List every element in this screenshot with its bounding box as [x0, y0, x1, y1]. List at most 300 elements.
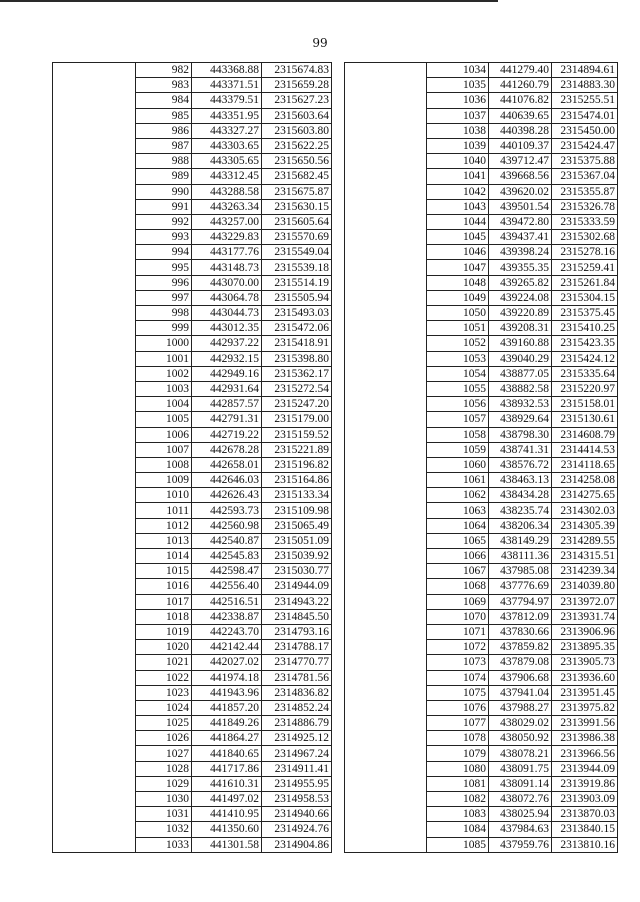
x-coordinate-cell: 441864.27 — [192, 731, 262, 746]
y-coordinate-cell: 2315164.86 — [262, 473, 332, 488]
y-coordinate-cell: 2315030.77 — [262, 564, 332, 579]
top-rule — [0, 0, 498, 2]
y-coordinate-cell: 2314275.65 — [552, 488, 618, 503]
y-coordinate-cell: 2314781.56 — [262, 670, 332, 685]
point-number-cell: 1021 — [136, 655, 192, 670]
x-coordinate-cell: 439668.56 — [489, 169, 552, 184]
y-coordinate-cell: 2315367.04 — [552, 169, 618, 184]
y-coordinate-cell: 2315130.61 — [552, 412, 618, 427]
x-coordinate-cell: 442646.03 — [192, 473, 262, 488]
y-coordinate-cell: 2315051.09 — [262, 533, 332, 548]
point-number-cell: 1075 — [427, 685, 489, 700]
x-coordinate-cell: 443351.95 — [192, 108, 262, 123]
y-coordinate-cell: 2315259.41 — [552, 260, 618, 275]
x-coordinate-cell: 441301.58 — [192, 837, 262, 852]
y-coordinate-cell: 2313870.03 — [552, 807, 618, 822]
x-coordinate-cell: 442560.98 — [192, 518, 262, 533]
point-number-cell: 1055 — [427, 381, 489, 396]
point-number-cell: 1046 — [427, 245, 489, 260]
y-coordinate-cell: 2314904.86 — [262, 837, 332, 852]
y-coordinate-cell: 2315221.89 — [262, 442, 332, 457]
y-coordinate-cell: 2315375.45 — [552, 306, 618, 321]
x-coordinate-cell: 442540.87 — [192, 533, 262, 548]
x-coordinate-cell: 442949.16 — [192, 366, 262, 381]
point-number-cell: 1081 — [427, 776, 489, 791]
y-coordinate-cell: 2313951.45 — [552, 685, 618, 700]
point-number-cell: 1032 — [136, 822, 192, 837]
x-coordinate-cell: 438463.13 — [489, 473, 552, 488]
x-coordinate-cell: 441943.96 — [192, 685, 262, 700]
x-coordinate-cell: 441840.65 — [192, 746, 262, 761]
y-coordinate-cell: 2315255.51 — [552, 93, 618, 108]
point-number-cell: 1018 — [136, 609, 192, 624]
y-coordinate-cell: 2315362.17 — [262, 366, 332, 381]
point-number-cell: 1007 — [136, 442, 192, 457]
point-number-cell: 1073 — [427, 655, 489, 670]
point-number-cell: 1070 — [427, 609, 489, 624]
x-coordinate-cell: 443379.51 — [192, 93, 262, 108]
x-coordinate-cell: 442593.73 — [192, 503, 262, 518]
y-coordinate-cell: 2314955.95 — [262, 776, 332, 791]
point-number-cell: 996 — [136, 275, 192, 290]
y-coordinate-cell: 2315549.04 — [262, 245, 332, 260]
point-number-cell: 1082 — [427, 792, 489, 807]
x-coordinate-cell: 437879.08 — [489, 655, 552, 670]
y-coordinate-cell: 2314836.82 — [262, 685, 332, 700]
point-number-cell: 1052 — [427, 336, 489, 351]
x-coordinate-cell: 438025.94 — [489, 807, 552, 822]
y-coordinate-cell: 2313975.82 — [552, 700, 618, 715]
point-number-cell: 1057 — [427, 412, 489, 427]
point-number-cell: 1022 — [136, 670, 192, 685]
y-coordinate-cell: 2314793.16 — [262, 624, 332, 639]
x-coordinate-cell: 438050.92 — [489, 731, 552, 746]
y-coordinate-cell: 2314039.80 — [552, 579, 618, 594]
x-coordinate-cell: 438741.31 — [489, 442, 552, 457]
point-number-cell: 1061 — [427, 473, 489, 488]
x-coordinate-cell: 443303.65 — [192, 138, 262, 153]
y-coordinate-cell: 2314239.34 — [552, 564, 618, 579]
x-coordinate-cell: 442931.64 — [192, 381, 262, 396]
x-coordinate-cell: 441857.20 — [192, 700, 262, 715]
point-number-cell: 1017 — [136, 594, 192, 609]
x-coordinate-cell: 443305.65 — [192, 154, 262, 169]
y-coordinate-cell: 2314894.61 — [552, 63, 618, 78]
point-number-cell: 1023 — [136, 685, 192, 700]
point-number-cell: 1060 — [427, 457, 489, 472]
y-coordinate-cell: 2314925.12 — [262, 731, 332, 746]
x-coordinate-cell: 442142.44 — [192, 640, 262, 655]
x-coordinate-cell: 441279.40 — [489, 63, 552, 78]
y-coordinate-cell: 2314911.41 — [262, 761, 332, 776]
x-coordinate-cell: 438235.74 — [489, 503, 552, 518]
x-coordinate-cell: 439208.31 — [489, 321, 552, 336]
y-coordinate-cell: 2315630.15 — [262, 199, 332, 214]
x-coordinate-cell: 438798.30 — [489, 427, 552, 442]
y-coordinate-cell: 2314958.53 — [262, 792, 332, 807]
x-coordinate-cell: 437959.76 — [489, 837, 552, 852]
point-number-cell: 1026 — [136, 731, 192, 746]
point-number-cell: 1044 — [427, 214, 489, 229]
x-coordinate-cell: 439160.88 — [489, 336, 552, 351]
point-number-cell: 1025 — [136, 716, 192, 731]
point-number-cell: 1028 — [136, 761, 192, 776]
x-coordinate-cell: 438434.28 — [489, 488, 552, 503]
point-number-cell: 1079 — [427, 746, 489, 761]
x-coordinate-cell: 443312.45 — [192, 169, 262, 184]
point-number-cell: 1050 — [427, 306, 489, 321]
point-number-cell: 985 — [136, 108, 192, 123]
coordinates-table-left — [52, 62, 332, 853]
y-coordinate-cell: 2315493.03 — [262, 306, 332, 321]
point-number-cell: 1043 — [427, 199, 489, 214]
point-number-cell: 1002 — [136, 366, 192, 381]
x-coordinate-cell: 443148.73 — [192, 260, 262, 275]
point-number-cell: 995 — [136, 260, 192, 275]
y-coordinate-cell: 2314967.24 — [262, 746, 332, 761]
point-number-cell: 1019 — [136, 624, 192, 639]
y-coordinate-cell: 2313991.56 — [552, 716, 618, 731]
y-coordinate-cell: 2314883.30 — [552, 78, 618, 93]
point-number-cell: 1056 — [427, 397, 489, 412]
x-coordinate-cell: 443327.27 — [192, 123, 262, 138]
y-coordinate-cell: 2315302.68 — [552, 230, 618, 245]
point-number-cell: 1072 — [427, 640, 489, 655]
point-number-cell: 1047 — [427, 260, 489, 275]
point-number-cell: 1067 — [427, 564, 489, 579]
point-number-cell: 1038 — [427, 123, 489, 138]
point-number-cell: 1012 — [136, 518, 192, 533]
x-coordinate-cell: 443177.76 — [192, 245, 262, 260]
y-coordinate-cell: 2315410.25 — [552, 321, 618, 336]
point-number-cell: 1009 — [136, 473, 192, 488]
x-coordinate-cell: 443257.00 — [192, 214, 262, 229]
point-number-cell: 1065 — [427, 533, 489, 548]
y-coordinate-cell: 2313936.60 — [552, 670, 618, 685]
y-coordinate-cell: 2314305.39 — [552, 518, 618, 533]
point-number-cell: 1031 — [136, 807, 192, 822]
x-coordinate-cell: 439220.89 — [489, 306, 552, 321]
point-number-cell: 1000 — [136, 336, 192, 351]
x-coordinate-cell: 438029.02 — [489, 716, 552, 731]
point-number-cell: 1004 — [136, 397, 192, 412]
point-number-cell: 1020 — [136, 640, 192, 655]
y-coordinate-cell: 2315159.52 — [262, 427, 332, 442]
y-coordinate-cell: 2313895.35 — [552, 640, 618, 655]
y-coordinate-cell: 2315335.64 — [552, 366, 618, 381]
x-coordinate-cell: 440398.28 — [489, 123, 552, 138]
point-number-cell: 1076 — [427, 700, 489, 715]
y-coordinate-cell: 2315505.94 — [262, 290, 332, 305]
point-number-cell: 1085 — [427, 837, 489, 852]
point-number-cell: 1059 — [427, 442, 489, 457]
x-coordinate-cell: 443229.83 — [192, 230, 262, 245]
point-number-cell: 1015 — [136, 564, 192, 579]
point-number-cell: 982 — [136, 63, 192, 78]
y-coordinate-cell: 2314258.08 — [552, 473, 618, 488]
x-coordinate-cell: 439355.35 — [489, 260, 552, 275]
y-coordinate-cell: 2313972.07 — [552, 594, 618, 609]
x-coordinate-cell: 442556.40 — [192, 579, 262, 594]
x-coordinate-cell: 442243.70 — [192, 624, 262, 639]
point-number-cell: 999 — [136, 321, 192, 336]
x-coordinate-cell: 441717.86 — [192, 761, 262, 776]
point-number-cell: 1040 — [427, 154, 489, 169]
point-number-cell: 1014 — [136, 549, 192, 564]
y-coordinate-cell: 2315109.98 — [262, 503, 332, 518]
y-coordinate-cell: 2314886.79 — [262, 716, 332, 731]
x-coordinate-cell: 442516.51 — [192, 594, 262, 609]
y-coordinate-cell: 2315424.12 — [552, 351, 618, 366]
y-coordinate-cell: 2313931.74 — [552, 609, 618, 624]
y-coordinate-cell: 2315261.84 — [552, 275, 618, 290]
point-number-cell: 1058 — [427, 427, 489, 442]
point-number-cell: 991 — [136, 199, 192, 214]
point-number-cell: 1063 — [427, 503, 489, 518]
y-coordinate-cell: 2315220.97 — [552, 381, 618, 396]
point-number-cell: 990 — [136, 184, 192, 199]
point-number-cell: 984 — [136, 93, 192, 108]
point-number-cell: 1069 — [427, 594, 489, 609]
point-number-cell: 1049 — [427, 290, 489, 305]
x-coordinate-cell: 443368.88 — [192, 63, 262, 78]
x-coordinate-cell: 438078.21 — [489, 746, 552, 761]
point-number-cell: 1035 — [427, 78, 489, 93]
x-coordinate-cell: 439040.29 — [489, 351, 552, 366]
y-coordinate-cell: 2315179.00 — [262, 412, 332, 427]
y-coordinate-cell: 2315539.18 — [262, 260, 332, 275]
y-coordinate-cell: 2313840.15 — [552, 822, 618, 837]
point-number-cell: 1080 — [427, 761, 489, 776]
y-coordinate-cell: 2314608.79 — [552, 427, 618, 442]
point-number-cell: 1051 — [427, 321, 489, 336]
y-coordinate-cell: 2313906.96 — [552, 624, 618, 639]
y-coordinate-cell: 2314289.55 — [552, 533, 618, 548]
point-number-cell: 1066 — [427, 549, 489, 564]
x-coordinate-cell: 438576.72 — [489, 457, 552, 472]
x-coordinate-cell: 442626.43 — [192, 488, 262, 503]
point-number-cell: 1036 — [427, 93, 489, 108]
point-number-cell: 992 — [136, 214, 192, 229]
x-coordinate-cell: 437812.09 — [489, 609, 552, 624]
y-coordinate-cell: 2314845.50 — [262, 609, 332, 624]
table-row — [345, 63, 618, 78]
point-number-cell: 987 — [136, 138, 192, 153]
point-number-cell: 1077 — [427, 716, 489, 731]
point-number-cell: 994 — [136, 245, 192, 260]
y-coordinate-cell: 2314302.03 — [552, 503, 618, 518]
x-coordinate-cell: 438929.64 — [489, 412, 552, 427]
point-number-cell: 1078 — [427, 731, 489, 746]
y-coordinate-cell: 2315474.01 — [552, 108, 618, 123]
point-number-cell: 1062 — [427, 488, 489, 503]
x-coordinate-cell: 438877.05 — [489, 366, 552, 381]
y-coordinate-cell: 2315326.78 — [552, 199, 618, 214]
y-coordinate-cell: 2315424.47 — [552, 138, 618, 153]
y-coordinate-cell: 2313903.09 — [552, 792, 618, 807]
y-coordinate-cell: 2315674.83 — [262, 63, 332, 78]
point-number-cell: 1071 — [427, 624, 489, 639]
y-coordinate-cell: 2315450.00 — [552, 123, 618, 138]
x-coordinate-cell: 442658.01 — [192, 457, 262, 472]
y-coordinate-cell: 2313986.38 — [552, 731, 618, 746]
blank-column-cell — [345, 63, 427, 853]
y-coordinate-cell: 2315398.80 — [262, 351, 332, 366]
y-coordinate-cell: 2315375.88 — [552, 154, 618, 169]
y-coordinate-cell: 2314924.76 — [262, 822, 332, 837]
x-coordinate-cell: 443012.35 — [192, 321, 262, 336]
x-coordinate-cell: 437985.08 — [489, 564, 552, 579]
y-coordinate-cell: 2315158.01 — [552, 397, 618, 412]
table-row — [53, 63, 332, 78]
point-number-cell: 988 — [136, 154, 192, 169]
x-coordinate-cell: 439620.02 — [489, 184, 552, 199]
x-coordinate-cell: 442027.02 — [192, 655, 262, 670]
y-coordinate-cell: 2314944.09 — [262, 579, 332, 594]
x-coordinate-cell: 443070.00 — [192, 275, 262, 290]
point-number-cell: 993 — [136, 230, 192, 245]
x-coordinate-cell: 438111.36 — [489, 549, 552, 564]
x-coordinate-cell: 441849.26 — [192, 716, 262, 731]
x-coordinate-cell: 442545.83 — [192, 549, 262, 564]
y-coordinate-cell: 2313919.86 — [552, 776, 618, 791]
y-coordinate-cell: 2313944.09 — [552, 761, 618, 776]
y-coordinate-cell: 2315472.06 — [262, 321, 332, 336]
x-coordinate-cell: 443064.78 — [192, 290, 262, 305]
x-coordinate-cell: 443263.34 — [192, 199, 262, 214]
x-coordinate-cell: 438091.14 — [489, 776, 552, 791]
x-coordinate-cell: 437830.66 — [489, 624, 552, 639]
y-coordinate-cell: 2314315.51 — [552, 549, 618, 564]
y-coordinate-cell: 2314414.53 — [552, 442, 618, 457]
point-number-cell: 1042 — [427, 184, 489, 199]
point-number-cell: 1048 — [427, 275, 489, 290]
x-coordinate-cell: 443044.73 — [192, 306, 262, 321]
point-number-cell: 1034 — [427, 63, 489, 78]
x-coordinate-cell: 437984.63 — [489, 822, 552, 837]
x-coordinate-cell: 439398.24 — [489, 245, 552, 260]
y-coordinate-cell: 2315065.49 — [262, 518, 332, 533]
y-coordinate-cell: 2315659.28 — [262, 78, 332, 93]
x-coordinate-cell: 442791.31 — [192, 412, 262, 427]
point-number-cell: 1064 — [427, 518, 489, 533]
x-coordinate-cell: 441974.18 — [192, 670, 262, 685]
y-coordinate-cell: 2315570.69 — [262, 230, 332, 245]
y-coordinate-cell: 2315418.91 — [262, 336, 332, 351]
x-coordinate-cell: 438932.53 — [489, 397, 552, 412]
point-number-cell: 1068 — [427, 579, 489, 594]
x-coordinate-cell: 439265.82 — [489, 275, 552, 290]
x-coordinate-cell: 440639.65 — [489, 108, 552, 123]
point-number-cell: 1033 — [136, 837, 192, 852]
point-number-cell: 1053 — [427, 351, 489, 366]
point-number-cell: 1084 — [427, 822, 489, 837]
x-coordinate-cell: 442719.22 — [192, 427, 262, 442]
x-coordinate-cell: 442678.28 — [192, 442, 262, 457]
x-coordinate-cell: 437906.68 — [489, 670, 552, 685]
y-coordinate-cell: 2315603.80 — [262, 123, 332, 138]
x-coordinate-cell: 441076.82 — [489, 93, 552, 108]
blank-column-cell — [53, 63, 136, 853]
point-number-cell: 1011 — [136, 503, 192, 518]
point-number-cell: 1074 — [427, 670, 489, 685]
y-coordinate-cell: 2315039.92 — [262, 549, 332, 564]
point-number-cell: 1039 — [427, 138, 489, 153]
x-coordinate-cell: 438206.34 — [489, 518, 552, 533]
point-number-cell: 1029 — [136, 776, 192, 791]
y-coordinate-cell: 2315333.59 — [552, 214, 618, 229]
point-number-cell: 1013 — [136, 533, 192, 548]
y-coordinate-cell: 2314118.65 — [552, 457, 618, 472]
x-coordinate-cell: 437859.82 — [489, 640, 552, 655]
x-coordinate-cell: 437988.27 — [489, 700, 552, 715]
x-coordinate-cell: 439712.47 — [489, 154, 552, 169]
point-number-cell: 1037 — [427, 108, 489, 123]
y-coordinate-cell: 2314943.22 — [262, 594, 332, 609]
point-number-cell: 986 — [136, 123, 192, 138]
point-number-cell: 1045 — [427, 230, 489, 245]
coordinates-table-right — [344, 62, 618, 853]
x-coordinate-cell: 438149.29 — [489, 533, 552, 548]
y-coordinate-cell: 2315355.87 — [552, 184, 618, 199]
point-number-cell: 998 — [136, 306, 192, 321]
point-number-cell: 997 — [136, 290, 192, 305]
x-coordinate-cell: 437794.97 — [489, 594, 552, 609]
y-coordinate-cell: 2315133.34 — [262, 488, 332, 503]
point-number-cell: 1001 — [136, 351, 192, 366]
x-coordinate-cell: 441350.60 — [192, 822, 262, 837]
y-coordinate-cell: 2315605.64 — [262, 214, 332, 229]
point-number-cell: 1027 — [136, 746, 192, 761]
y-coordinate-cell: 2315272.54 — [262, 381, 332, 396]
point-number-cell: 1010 — [136, 488, 192, 503]
y-coordinate-cell: 2315304.15 — [552, 290, 618, 305]
point-number-cell: 983 — [136, 78, 192, 93]
x-coordinate-cell: 439472.80 — [489, 214, 552, 229]
point-number-cell: 1041 — [427, 169, 489, 184]
y-coordinate-cell: 2315196.82 — [262, 457, 332, 472]
y-coordinate-cell: 2315514.19 — [262, 275, 332, 290]
y-coordinate-cell: 2315675.87 — [262, 184, 332, 199]
x-coordinate-cell: 442598.47 — [192, 564, 262, 579]
y-coordinate-cell: 2314770.77 — [262, 655, 332, 670]
x-coordinate-cell: 437776.69 — [489, 579, 552, 594]
point-number-cell: 1008 — [136, 457, 192, 472]
x-coordinate-cell: 437941.04 — [489, 685, 552, 700]
y-coordinate-cell: 2315278.16 — [552, 245, 618, 260]
x-coordinate-cell: 442937.22 — [192, 336, 262, 351]
point-number-cell: 1030 — [136, 792, 192, 807]
x-coordinate-cell: 439501.54 — [489, 199, 552, 214]
x-coordinate-cell: 441610.31 — [192, 776, 262, 791]
x-coordinate-cell: 442857.57 — [192, 397, 262, 412]
y-coordinate-cell: 2313810.16 — [552, 837, 618, 852]
y-coordinate-cell: 2315247.20 — [262, 397, 332, 412]
point-number-cell: 1083 — [427, 807, 489, 822]
y-coordinate-cell: 2315682.45 — [262, 169, 332, 184]
y-coordinate-cell: 2315622.25 — [262, 138, 332, 153]
x-coordinate-cell: 439224.08 — [489, 290, 552, 305]
x-coordinate-cell: 439437.41 — [489, 230, 552, 245]
x-coordinate-cell: 441497.02 — [192, 792, 262, 807]
y-coordinate-cell: 2315627.23 — [262, 93, 332, 108]
point-number-cell: 1016 — [136, 579, 192, 594]
point-number-cell: 1054 — [427, 366, 489, 381]
page-number: 99 — [312, 36, 328, 50]
y-coordinate-cell: 2314940.66 — [262, 807, 332, 822]
x-coordinate-cell: 438882.58 — [489, 381, 552, 396]
x-coordinate-cell: 443288.58 — [192, 184, 262, 199]
